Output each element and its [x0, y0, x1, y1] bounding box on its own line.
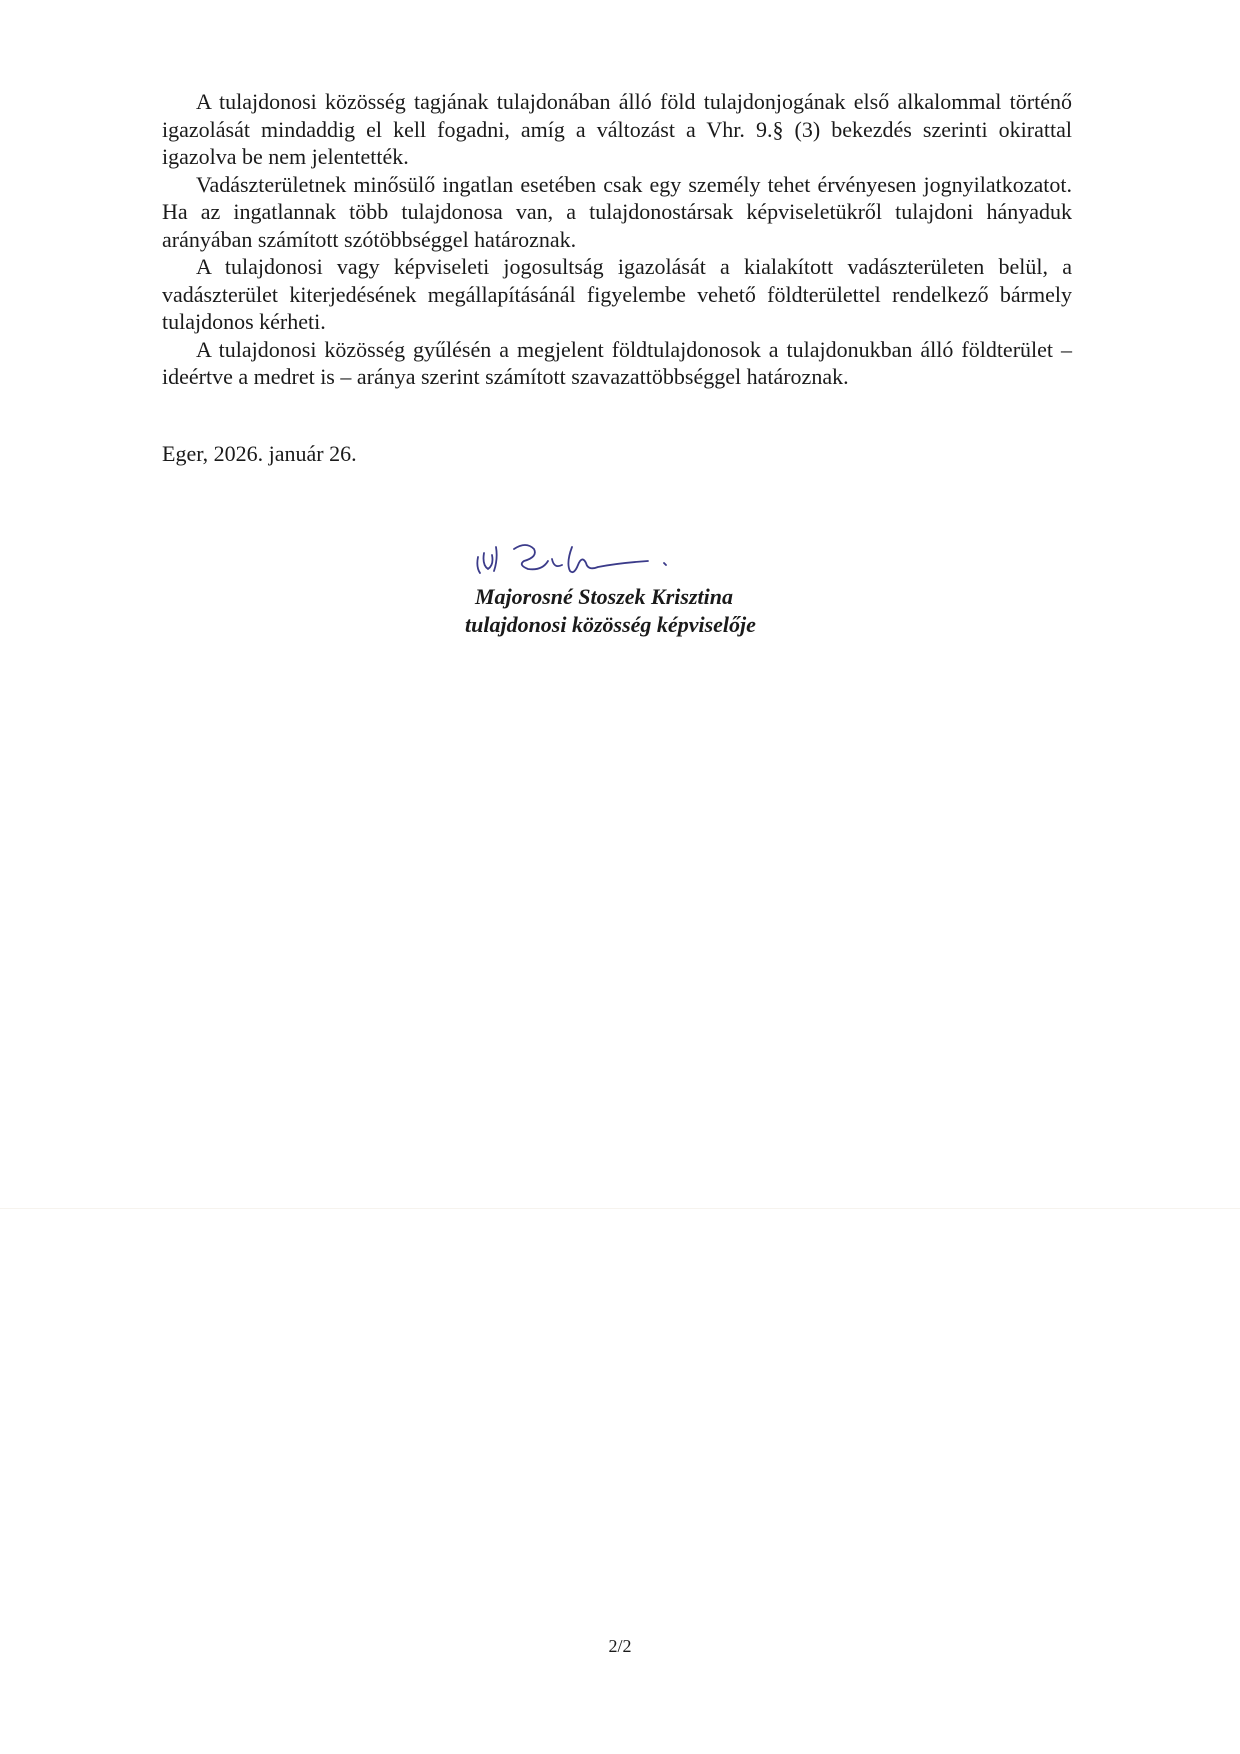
signer-role: tulajdonosi közösség képviselője [465, 612, 756, 637]
signer-name: Majorosné Stoszek Krisztina [475, 584, 733, 609]
signature-block [440, 535, 820, 655]
date-line: Eger, 2026. január 26. [162, 441, 357, 466]
paragraph: Vadászterületnek minősülő ingatlan esetében csak egy személy tehet érvényesen jognyilatkozatot. Ha az ingatlannak több tulajdonosa van, a tulajdonostársak képviseletükről tulajdoni hányaduk arányában számított szótöbbséggel határoznak. [162, 171, 1072, 252]
paragraph: A tulajdonosi közösség gyűlésén a megjelent földtulajdonosok a tulajdonukban álló földterület – ideértve a medret is – aránya szerint számított szavazattöbbséggel határoznak. [162, 336, 1072, 389]
page-number: 2/2 [608, 1636, 632, 1656]
page-fold-divider [0, 1208, 1240, 1209]
body-text [162, 88, 1072, 391]
paragraph: A tulajdonosi közösség tagjának tulajdonában álló föld tulajdonjogának első alkalommal történő igazolását mindaddig el kell fogadni, amíg a változást a Vhr. 9.§ (3) bekezdés szerinti okirattal igazolva be nem jelentették. [162, 89, 1072, 169]
paragraph: A tulajdonosi vagy képviseleti jogosultság igazolását a kialakított vadászterületen belül, a vadászterület kiterjedésének megállapításánál figyelembe vehető földterülettel rendelkező bármely tulajdonos kérheti. [162, 254, 1072, 334]
